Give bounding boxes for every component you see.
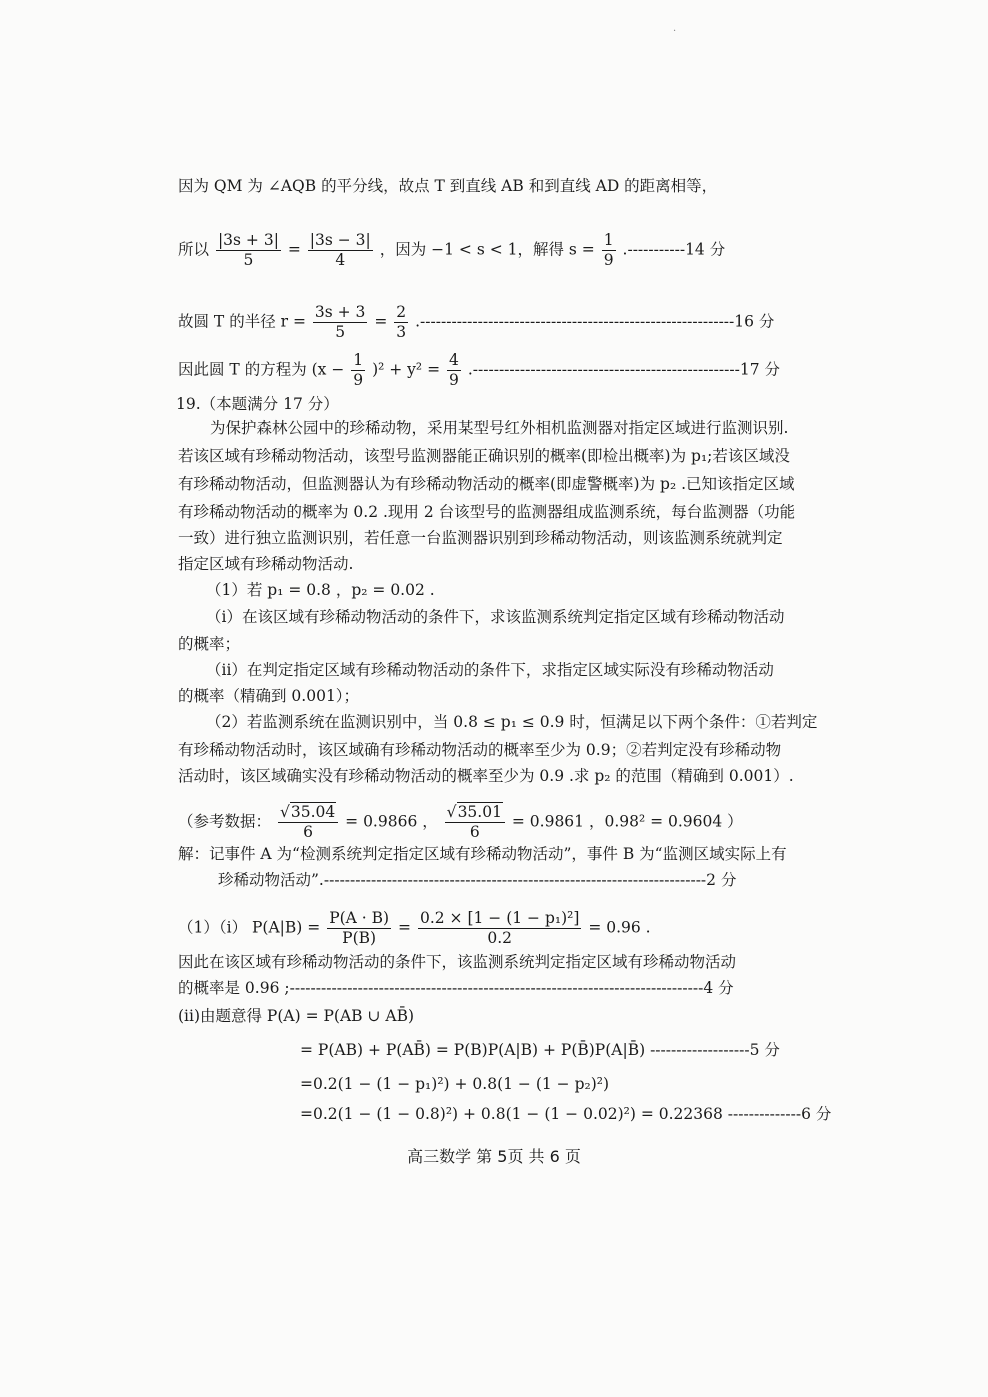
- scan-speck: ·: [673, 26, 677, 37]
- problem-line-3: 有珍稀动物活动，但监测器认为有珍稀动物活动的概率(即虚警概率)为 p₂ .已知该指定区域: [178, 475, 795, 493]
- text: = 0.9866 ，: [345, 812, 438, 831]
- text-line-3: [178, 304, 774, 341]
- conclusion-line-2: 的概率是 0.96 ;-------------------------------------------------------------------------------4 分: [178, 979, 734, 997]
- fraction: [216, 232, 281, 269]
- text: ，因为 −1 < s < 1，解得 s =: [379, 240, 595, 259]
- numerator: |3s + 3|: [216, 232, 281, 251]
- denominator: 6: [469, 823, 480, 842]
- radicand: 35.01: [457, 803, 502, 821]
- text: （1）（i） P(A|B) =: [178, 918, 321, 937]
- denominator: 3: [396, 323, 407, 342]
- page-footer: 高三数学 第 5页 共 6 页: [407, 1147, 581, 1166]
- text-line-2: [178, 232, 725, 269]
- subquestion-2-line-2: 有珍稀动物活动时，该区域确有珍稀动物活动的概率至少为 0.9；②若判定没有珍稀动物: [178, 741, 782, 759]
- numerator: 4: [447, 352, 461, 371]
- solution-line-2: 珍稀动物活动”.-------------------------------------------------------------------------2 分: [218, 871, 737, 889]
- text: 因此圆 T 的方程为 (x −: [178, 360, 345, 379]
- part-ii-line-3: =0.2(1 − (1 − p₁)²) + 0.8(1 − (1 − p₂)²): [300, 1075, 610, 1093]
- denominator: 5: [243, 251, 254, 270]
- subquestion-2-line-1: （2）若监测系统在监测识别中，当 0.8 ≤ p₁ ≤ 0.9 时，恒满足以下两个条件：①若判定: [206, 713, 818, 731]
- fraction: [308, 232, 373, 269]
- equation-1: [178, 910, 651, 947]
- denominator: 5: [335, 323, 346, 342]
- denominator: 6: [303, 823, 314, 842]
- subquestion-1ii-line-2: 的概率（精确到 0.001）；: [178, 687, 360, 705]
- problem-line-1: 为保护森林公园中的珍稀动物，采用某型号红外相机监测器对指定区域进行监测识别.: [210, 419, 789, 437]
- text: =: [374, 312, 388, 331]
- fraction: [313, 304, 368, 341]
- question-19-heading: 19.（本题满分 17 分）: [176, 395, 339, 413]
- fraction: [327, 910, 391, 947]
- denominator: 9: [603, 251, 614, 270]
- fraction: [602, 232, 616, 269]
- fraction: [445, 804, 505, 841]
- denominator: 4: [335, 251, 346, 270]
- text: .------------------------------------------------------------16 分: [415, 312, 775, 331]
- text: 所以: [178, 240, 210, 259]
- numerator: √35.01: [445, 804, 505, 823]
- fraction: [278, 804, 338, 841]
- subquestion-2-line-3: 活动时，该区域确实没有珍稀动物活动的概率至少为 0.9 .求 p₂ 的范围（精确到 0.001）.: [178, 767, 794, 785]
- fraction: [418, 910, 581, 947]
- part-ii-line-4: =0.2(1 − (1 − 0.8)²) + 0.8(1 − (1 − 0.02)²) = 0.22368 --------------6 分: [300, 1105, 832, 1123]
- text: .-----------14 分: [622, 240, 726, 259]
- text: =: [398, 918, 412, 937]
- denominator: 9: [449, 371, 459, 390]
- subquestion-1: （1）若 p₁ = 0.8 ，p₂ = 0.02 .: [206, 581, 435, 599]
- subquestion-1i-line-2: 的概率；: [178, 635, 241, 653]
- problem-line-2: 若该区域有珍稀动物活动，该型号监测器能正确识别的概率(即检出概率)为 p₁;若该区域没: [178, 447, 790, 465]
- text: 故圆 T 的半径 r =: [178, 312, 306, 331]
- text: = 0.96 .: [588, 918, 651, 937]
- text: .---------------------------------------------------17 分: [467, 360, 781, 379]
- denominator: 9: [353, 371, 364, 390]
- text: =: [287, 240, 301, 259]
- problem-line-5: 一致）进行独立监测识别，若任意一台监测器识别到珍稀动物活动，则该监测系统就判定: [178, 529, 783, 547]
- subquestion-1i-line-1: （i）在该区域有珍稀动物活动的条件下，求该监测系统判定指定区域有珍稀动物活动: [206, 608, 785, 626]
- text-line-1: 因为 QM 为 ∠AQB 的平分线，故点 T 到直线 AB 和到直线 AD 的距离相等，: [178, 177, 718, 195]
- numerator: 3s + 3: [313, 304, 368, 323]
- part-ii-line-2: = P(AB) + P(AB̄) = P(B)P(A|B) + P(B̄)P(A|B̄) -------------------5 分: [300, 1041, 780, 1059]
- conclusion-line-1: 因此在该区域有珍稀动物活动的条件下，该监测系统判定指定区域有珍稀动物活动: [178, 953, 737, 971]
- numerator: 0.2 × [1 − (1 − p₁)²]: [418, 910, 581, 929]
- fraction: [351, 352, 365, 389]
- denominator: 0.2: [487, 929, 512, 948]
- numerator: √35.04: [278, 804, 338, 823]
- radicand: 35.04: [290, 803, 336, 821]
- subquestion-1ii-line-1: （ii）在判定指定区域有珍稀动物活动的条件下，求指定区域实际没有珍稀动物活动: [206, 661, 774, 679]
- part-ii-line-1: (ii)由题意得 P(A) = P(AB ∪ AB̄): [178, 1007, 415, 1025]
- text: = 0.9861 ，0.98² = 0.9604 ）: [511, 812, 743, 831]
- reference-data-line: [178, 804, 743, 841]
- solution-line-1: 解：记事件 A 为“检测系统判定指定区域有珍稀动物活动”，事件 B 为“监测区域实际上有: [178, 845, 787, 863]
- numerator: P(A · B): [327, 910, 391, 929]
- numerator: 1: [602, 232, 616, 251]
- text: （参考数据：: [178, 812, 272, 831]
- problem-line-4: 有珍稀动物活动的概率为 0.2 .现用 2 台该型号的监测器组成监测系统，每台监测器（功能: [178, 503, 796, 521]
- fraction: [447, 352, 461, 389]
- problem-line-6: 指定区域有珍稀动物活动.: [178, 555, 354, 573]
- fraction: [394, 304, 408, 341]
- text: )² + y² =: [372, 360, 441, 379]
- denominator: P(B): [342, 929, 377, 948]
- numerator: 1: [351, 352, 365, 371]
- numerator: |3s − 3|: [308, 232, 373, 251]
- text-line-4: [178, 352, 780, 389]
- numerator: 2: [394, 304, 408, 323]
